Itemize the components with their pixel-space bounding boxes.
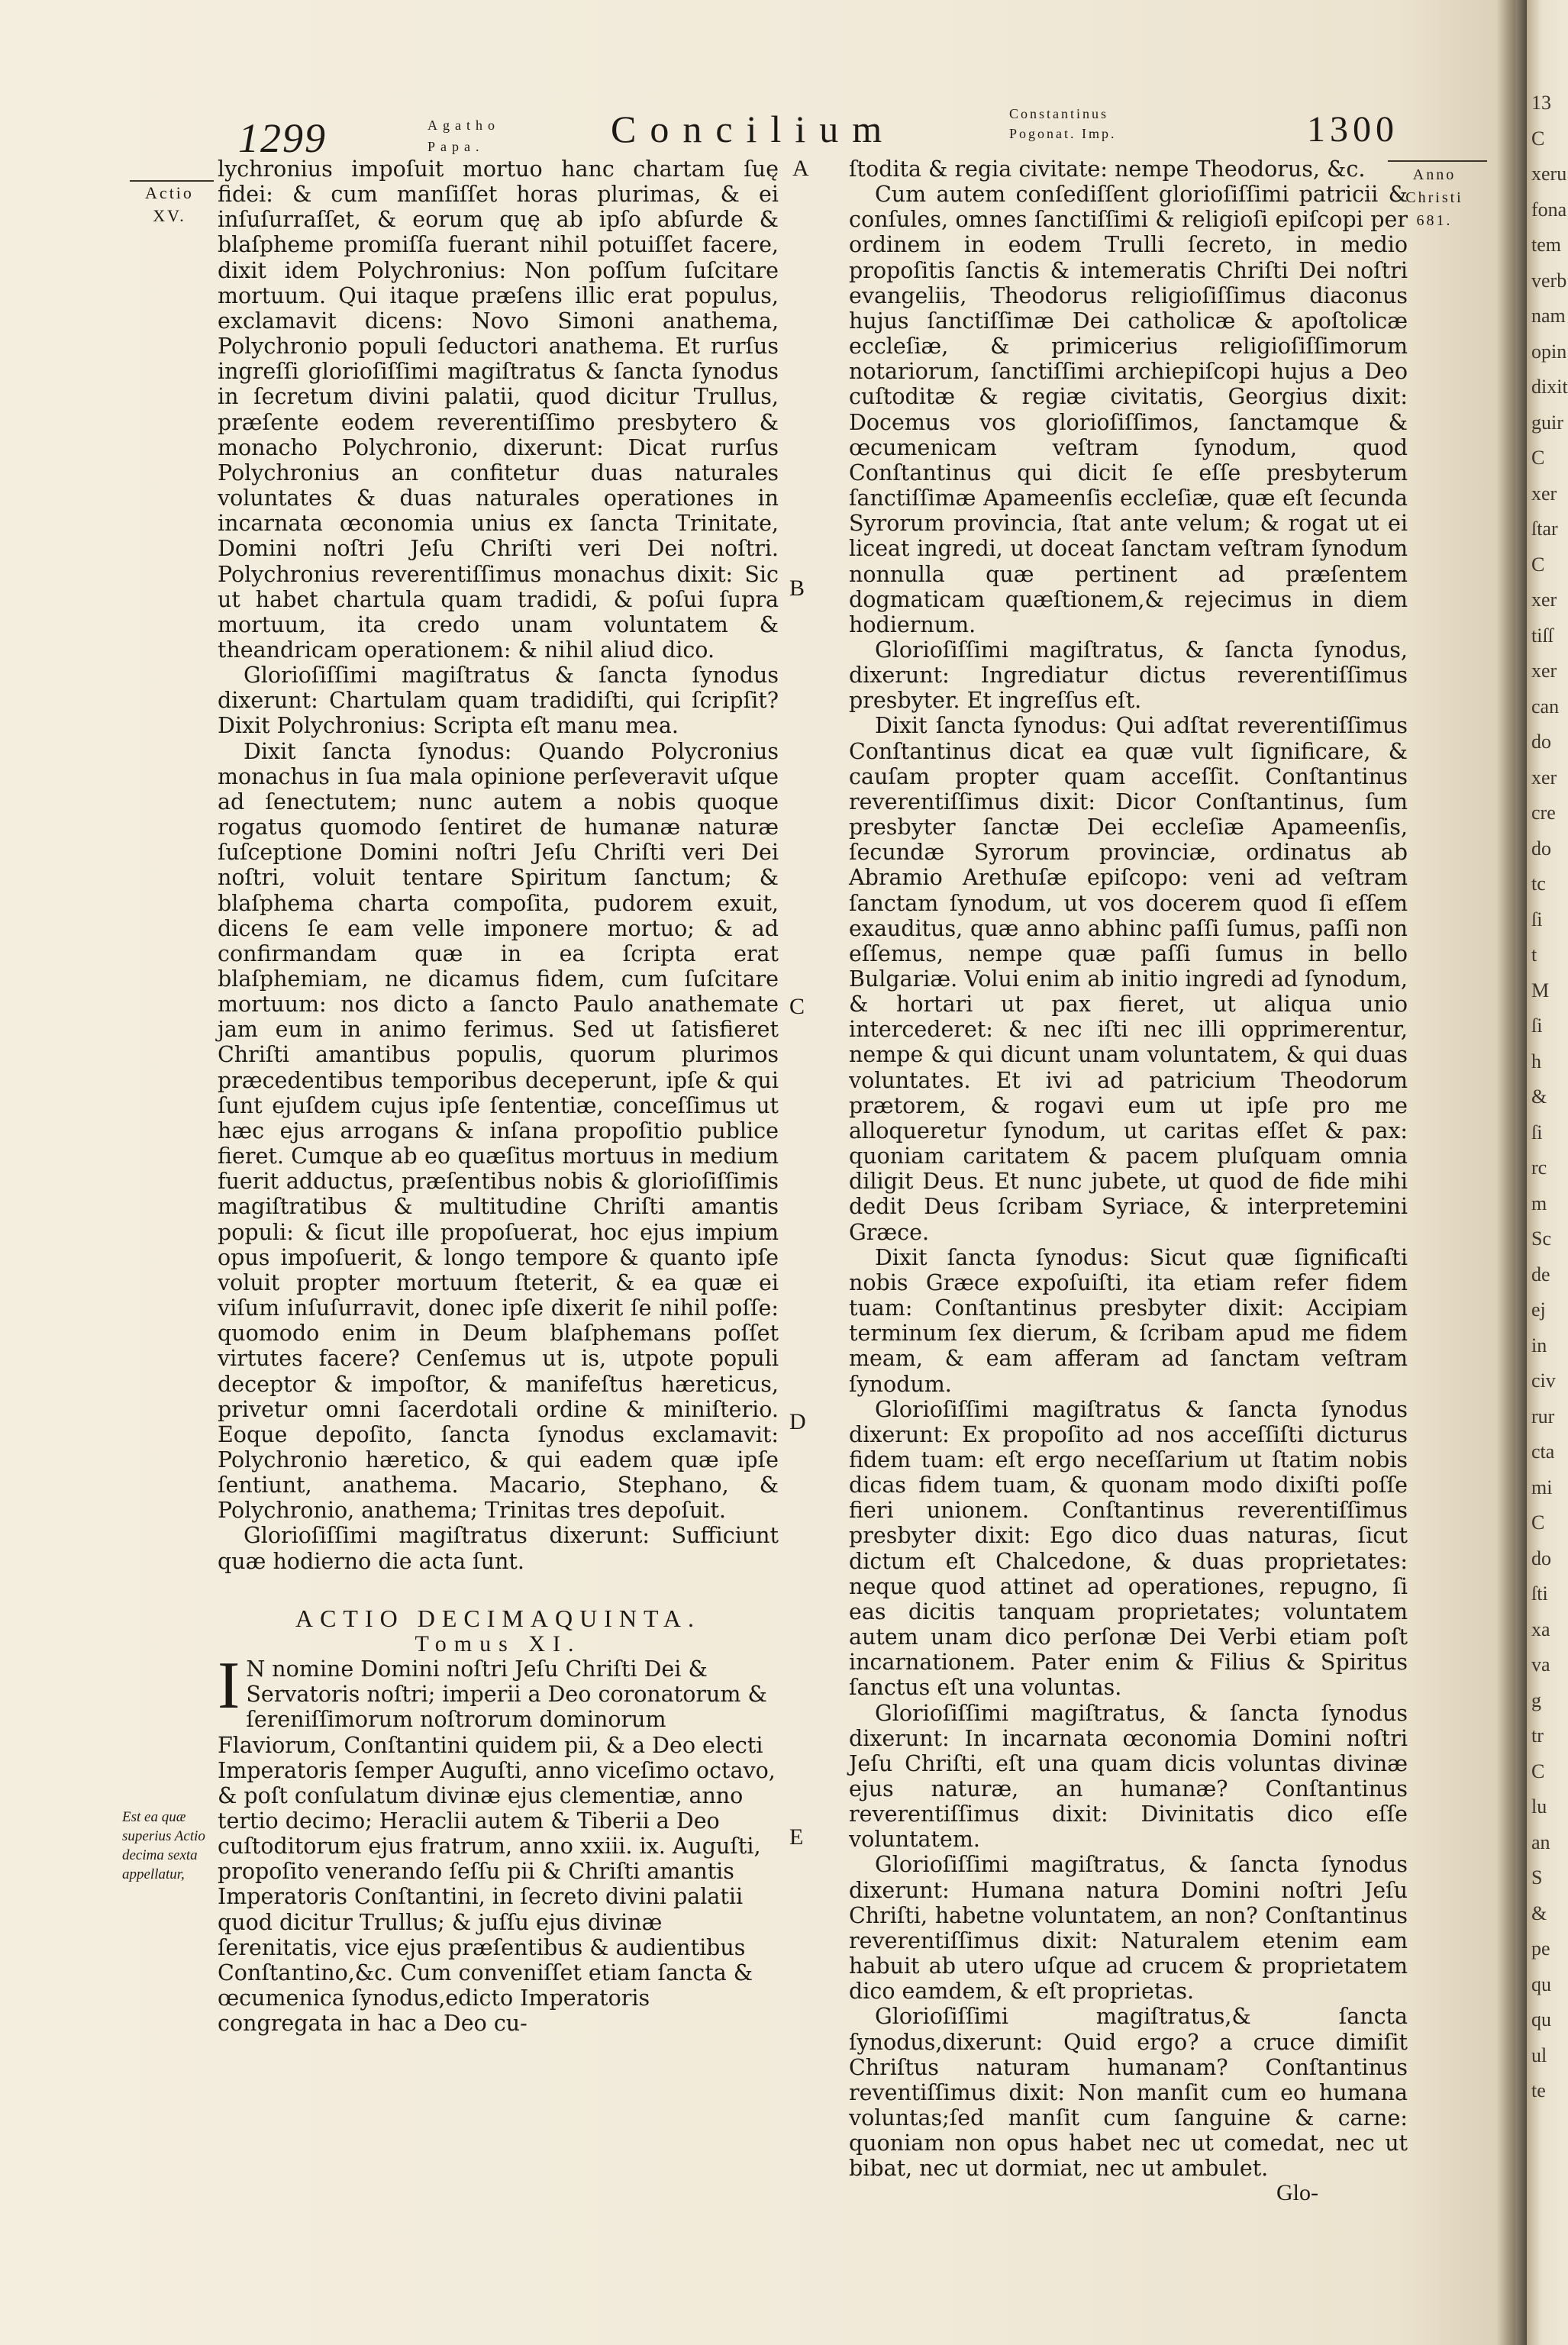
next-page-fragment: M: [1531, 979, 1550, 1002]
next-page-fragment: ſti: [1531, 1582, 1548, 1605]
heading-actio-decimaquinta: ACTIO DECIMAQUINTA.: [295, 1604, 702, 1632]
margin-anno-line2: Christi: [1405, 189, 1463, 206]
next-page-fragment: lu: [1531, 1795, 1547, 1818]
left-paragraph-5: [218, 1649, 779, 2037]
next-page-fragment: do: [1531, 837, 1551, 860]
next-page-fragment: pe: [1531, 1937, 1550, 1960]
section-letter-c: C: [789, 994, 805, 1019]
left-column: [218, 156, 779, 2036]
left-paragraph-2: Glorioſiſſimi magiſtratus & ſancta ſynodus dixerunt: Chartulam quam tradidiſti, qui ſcripſit? Dixit Polychronius: Scripta eſt manu mea.: [218, 663, 779, 739]
next-page-fragment: xer: [1531, 766, 1557, 789]
next-page-fragment: nam: [1531, 305, 1566, 327]
left-paragraph-4: Glorioſiſſimi magiſtratus dixerunt: Sufficiunt quæ hodierno die acta ſunt.: [218, 1523, 779, 1574]
margin-actio-line2: XV.: [153, 206, 186, 225]
next-page-fragment: guir: [1531, 411, 1563, 434]
next-page-fragment: C: [1531, 1511, 1545, 1534]
catchword: Glo-: [1276, 2180, 1318, 2205]
left-paragraph-1: lychronius impoſuit mortuo hanc chartam ſuę fidei: & cum manſiſſet horas plurimas, & ei inſuſurraſſet, & eorum quę ab ipſo abſurde & blaſpheme promiſſa fuerant nihil potuiſſet facere, dixit idem Polychronius: Non poſſum ſuſcitare mortuum. Qui itaque præſens illic erat populus, exclamavit dicens: Novo Simoni anathema, Polychronio populi ſeductori anathema. Et rurſus ingreſſi glorioſiſſimi magiſtratus & ſancta ſynodus in ſecretum divini palatii, quod dicitur Trullus, præſente eodem reverentiſſimo presbytero & monacho Polychronio, dixerunt: Dicat rurſus Polychronius an confitetur duas naturales voluntates & duas naturales operationes in incarnata œconomia unius ex ſancta Trinitate, Domini noſtri Jeſu Chriſti veri Dei noſtri. Polychronius reverentiſſimus monachus dixit: Sic ut habet chartula quam tradidi, & poſui ſupra mortuum, ita credo unam voluntatem & theandricam operationem: & nihil aliud dico.: [218, 156, 779, 663]
section-letter-b: B: [789, 576, 805, 601]
next-page-fragment: in: [1531, 1334, 1547, 1356]
section-letter-d: D: [789, 1409, 806, 1434]
heading-tomus: Tomus XI.: [415, 1631, 582, 1656]
next-page-fragment: ſi: [1531, 1014, 1543, 1037]
right-paragraph-3: Glorioſiſſimi magiſtratus, & ſancta ſynodus, dixerunt: Ingrediatur dictus reverentiſſimus presbyter. Et ingreſſus eſt.: [849, 637, 1408, 714]
margin-anno-line1: Anno: [1412, 166, 1457, 183]
next-page-fragment: an: [1531, 1831, 1550, 1853]
next-page-fragment: tr: [1531, 1724, 1544, 1747]
next-page-fragment: cta: [1531, 1440, 1555, 1463]
next-page-fragment: xer: [1531, 589, 1557, 611]
next-page-fragment: ul: [1531, 2043, 1547, 2066]
next-page-fragment: ſi: [1531, 1121, 1543, 1143]
next-page-fragment: rc: [1531, 1156, 1547, 1179]
header-agatho-line2: Papa.: [427, 139, 485, 154]
header-agatho: [427, 115, 500, 157]
header-agatho-line1: Agatho: [427, 118, 500, 133]
next-page-fragment: C: [1531, 447, 1545, 469]
book-gutter-shadow: [1496, 0, 1527, 2345]
next-page-fragment: do: [1531, 1547, 1551, 1569]
next-page-fragment: fona: [1531, 198, 1567, 221]
right-paragraph-9: Glorioſiſſimi magiſtratus,& ſancta ſynodus,dixerunt: Quid ergo? a cruce dimiſit Chriſtus naturam humanam? Conſtantinus reventiſſimus dixit: Non manſit cum eo humana voluntas;ſed manſit cum ſanguine & carne: quoniam non opus habet nec ut comedat, nec ut bibat, nec ut dormiat, nec ut ambulet.: [849, 2004, 1408, 2182]
next-page-fragment: tiſſ: [1531, 624, 1553, 647]
next-page-fragment: va: [1531, 1653, 1550, 1676]
next-page-fragment: ej: [1531, 1298, 1546, 1321]
next-page-fragment: qu: [1531, 2008, 1551, 2031]
right-paragraph-7: Glorioſiſſimi magiſtratus, & ſancta ſynodus dixerunt: In incarnata œconomia Domini noſtri Jeſu Chriſti, eſt una quam dicis voluntas divinæ ejus naturæ, an humanæ? Conſtantinus reverentiſſimus dixit: Divinitatis dico eſſe voluntatem.: [849, 1700, 1408, 1853]
next-page-fragment: C: [1531, 127, 1545, 150]
next-page-fragment: xeru: [1531, 163, 1567, 185]
next-page-fragment: h: [1531, 1050, 1541, 1073]
page-number-left: 1299: [238, 115, 327, 161]
left-paragraph-5-text: N nomine Domini noſtri Jeſu Chriſti Dei & Servatoris noſtri; imperii a Deo coronatorum & ſereniſſimorum noſtrorum dominorum Flaviorum, Conſtantini quidem pii, & a Deo electi Imperatoris ſemper Auguſti, anno viceſimo octavo, & poſt conſulatum divinæ ejus clementiæ, anno tertio decimo; Heraclii autem & Tiberii a Deo cuſtoditorum ejus fratrum, anno xxiii. ix. Auguſti, propoſito venerando ſeſſu pii & Chriſti amantis Imperatoris Conſtantini, in ſecreto divini palatii quod dicitur Trullus; & juſſu ejus divinæ ſerenitatis, vice ejus præſentibus & audientibus Conſtantino,&c. Cum conveniſſet etiam ſancta & œcumenica ſynodus,edicto Imperatoris congregata in hac a Deo cu-: [218, 1656, 776, 2037]
right-paragraph-5: Dixit ſancta ſynodus: Sicut quæ ſignificaſti nobis Græce expoſuiſti, ita etiam refer fidem tuam: Conſtantinus presbyter dixit: Accipiam terminum ſex dierum, & ſcribam apud me fidem meam, & eam afferam ad ſanctam veſtram ſynodum.: [849, 1244, 1408, 1397]
margin-actio: [131, 182, 208, 227]
next-page-fragment: &: [1531, 1085, 1547, 1108]
section-letter-e: E: [789, 1824, 804, 1850]
next-page-fragment: 13: [1531, 92, 1551, 114]
margin-actio-line1: Actio: [145, 183, 194, 202]
right-paragraph-6: Glorioſiſſimi magiſtratus & ſancta ſynodus dixerunt: Ex propoſito ad nos acceſſiſti dicturus fidem tuam: eſt ergo neceſſarium ut ſtatim nobis dicas fidem tuam, & quonam modo dixiſti poſſe fieri unionem. Conſtantinus reverentiſſimus presbyter dixit: Ego dico duas naturas, ſicut dictum eſt Chalcedone, & duas proprietates: neque quod attinet ad operationes, repugno, ſi eas dicitis tanquam proprietates; voluntatem autem unam dico perſonæ Dei Verbi etiam poſt incarnationem. Pater enim & Filius & Spiritus ſanctus eſt una voluntas.: [849, 1396, 1408, 1701]
right-paragraph-8: Glorioſiſſimi magiſtratus, & ſancta ſynodus dixerunt: Humana natura Domini noſtri Jeſu Chriſti, habetne voluntatem, an non? Conſtantinus reverentiſſimus dixit: Naturalem etenim eam habuit ab utero uſque ad crucem & proprietatem dico eamdem, & eſt proprietas.: [849, 1852, 1408, 2005]
next-page-fragment: tem: [1531, 234, 1561, 256]
next-page-fragment: qu: [1531, 1972, 1551, 1995]
header-constantinus-line1: Constantinus: [1009, 106, 1109, 121]
next-page-fragment: can: [1531, 695, 1560, 718]
next-page-fragment: civ: [1531, 1369, 1556, 1392]
next-page-fragment: ſi: [1531, 908, 1543, 931]
next-page-fragment: ſtar: [1531, 518, 1558, 540]
running-title: Concilium: [611, 108, 896, 150]
next-page-fragment: S: [1531, 1866, 1543, 1889]
right-paragraph-4: Dixit ſancta ſynodus: Qui adſtat reverentiſſimus Conſtantinus dicat ea quæ vult ſignificare, & cauſam propter quam acceſſit. Conſtantinus reverentiſſimus dixit: Dicor Conſtantinus, ſum presbyter ſanctæ Dei eccleſiæ Apameenſis, ſecundæ Syrorum provinciæ, ordinatus ab Abramio Arethuſæ epiſcopo: veni ad veſtram ſanctam ſynodum, ut vos docerem quod ſi eſſem exauditus, quæ anno abhinc paſſi ſumus, paſſi non eſſemus, nempe quæ paſſi ſumus in bello Bulgariæ. Volui enim ab initio ingredi ad ſynodum, & hortari ut pax fieret, ut aliqua unio intercederet: & nec iſti nec illi opprimerentur, nempe & qui dicunt unam voluntatem, & qui duas voluntates. Et ivi ad patricium Theodorum prætorem, & rogavi eum ut ipſe pro me alloqueretur ſynodum, ut caritas eſſet & pax: quoniam caritatem & pacem pluſquam omnia diligit Deus. Et nunc jubete, ut quod de fide mihi dedit Deus ſcribam Syriace, & interpretemini Græce.: [849, 713, 1408, 1245]
next-page-fragment: g: [1531, 1689, 1541, 1711]
next-page-fragment: t: [1531, 943, 1537, 966]
next-page-fragment: rur: [1531, 1405, 1555, 1427]
next-page-fragment: verb: [1531, 269, 1567, 292]
next-page-fragment: &: [1531, 1901, 1547, 1924]
left-paragraph-3: Dixit ſancta ſynodus: Quando Polycronius monachus in ſua mala opinione perſeveravit uſque ad ſenectutem; nunc autem a nobis quoque rogatus quomodo ſentiret de humanæ naturæ ſuſceptione Domini noſtri Jeſu Chriſti veri Dei noſtri, voluit tentare Spiritum ſanctum; & blaſphema charta compoſita, pudorem exuit, dicens ſe eam velle imponere mortuo; & ad confirmandam quæ in ea ſcripta erat blaſphemiam, ne dicamus fidem, cum ſuſcitare mortuum: nos dicto a ſancto Paulo anathemate jam eum in animo ferimus. Sed ut ſatisfieret Chriſti amantibus populis, quorum plurimos præcedentibus temporibus deceperunt, ipſe & qui ſunt ejuſdem cujus ipſe ſententiæ, conceſſimus ut hæc ejus arrogans & inſana propoſitio publice fieret. Cumque ab eo quæſitus mortuus in medium fuerit adductus, præſentibus nobis & glorioſiſſimis magiſtratibus & multitudine Chriſti amantis populi: & ſicut ille propoſuerat, hoc ejus impium opus impoſuerit, & longo tempore & quanto ipſe voluit propter mortuum ſteterit, & ea quæ ei viſum inſuſurravit, donec ipſe dixerit ſe nihil poſſe: quomodo enim in Deum blaſphemans poſſet virtutes facere? Cenſemus ut is, utpote populi deceptor & impoſtor, & manifeſtus hæreticus, privetur omni ſacerdotali ordine & miniſterio. Eoque depoſito, ſancta ſynodus exclamavit: Polychronio hæretico, & qui eadem quæ ipſe ſentiunt, anathema. Macario, Stephano, & Polychronio, anathema; Trinitas tres depoſuit.: [218, 738, 779, 1524]
next-page-fragment: xa: [1531, 1618, 1550, 1640]
margin-anno-line3: 681.: [1416, 212, 1453, 229]
next-page-fragment: mi: [1531, 1476, 1553, 1498]
header-constantinus: [1009, 104, 1117, 144]
page-number-right: 1300: [1307, 109, 1399, 150]
right-paragraph-2: Cum autem conſediſſent glorioſiſſimi patricii & conſules, omnes ſanctiſſimi & religioſi epiſcopi per ordinem in eodem Trulli ſecreto, in medio propoſitis ſanctis & intemeratis Chriſti Dei noſtri evangeliis, Theodorus religioſiſſimus diaconus hujus ſanctiſſimæ Dei catholicæ & apoſtolicæ eccleſiæ, & primicerius religioſiſſimorum notariorum, ſanctiſſimi archiepiſcopi hujus a Deo cuſtoditæ & regiæ civitatis, Georgius dixit: Docemus vos glorioſiſſimos, ſanctamque & œcumenicam veſtram ſynodum, quod Conſtantinus qui dicit ſe eſſe presbyterum ſanctiſſimæ Apameenſis eccleſiæ, quæ eſt ſecunda Syrorum provincia, ſtat ante velum; & rogat ut ei liceat ingredi, ut doceat ſanctam veſtram ſynodum nonnulla quæ pertinent ad præſentem dogmaticam quæſtionem,& rejecimus in diem hodiernum.: [849, 182, 1408, 637]
next-page-fragment: xer: [1531, 482, 1557, 505]
next-page-fragment: Sc: [1531, 1227, 1551, 1250]
next-page-fragment: do: [1531, 731, 1551, 753]
next-page-fragment: de: [1531, 1263, 1550, 1285]
next-page-fragment: m: [1531, 1192, 1547, 1214]
next-page-fragment: C: [1531, 553, 1545, 576]
header-constantinus-line2: Pogonat. Imp.: [1009, 126, 1117, 141]
section-letter-a: A: [792, 156, 809, 181]
next-page-fragment: xer: [1531, 660, 1557, 682]
right-column: [849, 156, 1408, 2182]
margin-note: Est ea quæ superius Actio decima sexta appellatur,: [122, 1809, 205, 1882]
next-page-fragment: te: [1531, 2079, 1546, 2101]
next-page-fragment: C: [1531, 1760, 1545, 1782]
next-page-fragment: tc: [1531, 873, 1546, 895]
next-page-edge: [1527, 0, 1568, 2345]
next-page-fragment: dixit: [1531, 376, 1568, 398]
drop-cap-initial: I: [218, 1649, 240, 1724]
next-page-fragment: opin: [1531, 340, 1567, 363]
next-page-fragment: cre: [1531, 802, 1556, 824]
right-paragraph-1: ſtodita & regia civitate: nempe Theodorus, &c.: [849, 156, 1366, 182]
